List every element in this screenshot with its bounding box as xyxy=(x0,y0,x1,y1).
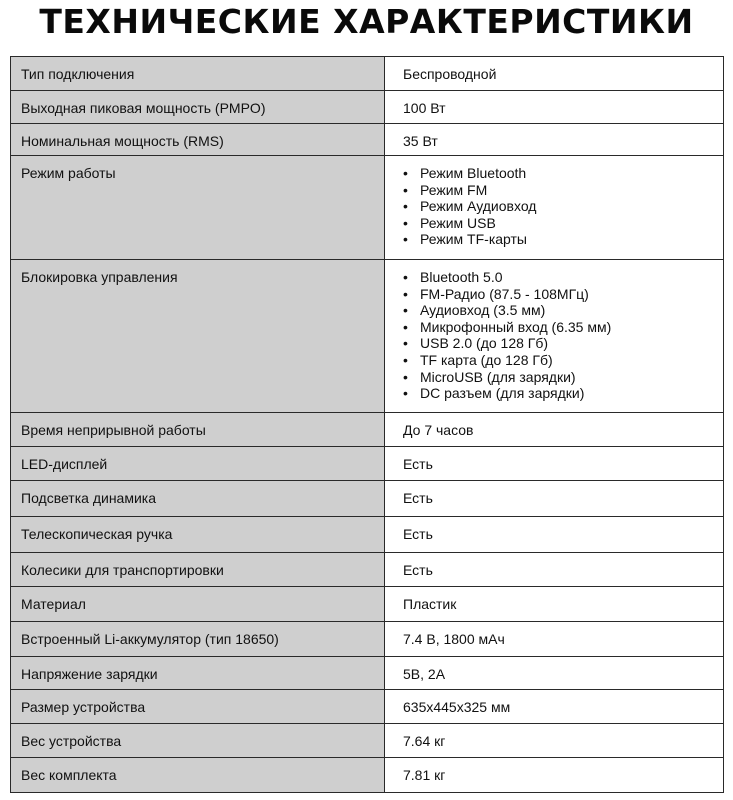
bullet-icon: • xyxy=(403,231,408,248)
list-item xyxy=(403,302,713,319)
spec-label: Колесики для транспортировки xyxy=(11,553,385,587)
list-item-text: Режим USB xyxy=(420,214,496,231)
list-item xyxy=(403,286,713,303)
bullet-icon: • xyxy=(403,385,408,402)
spec-value: 35 Вт xyxy=(385,124,724,156)
spec-label: Блокировка управления xyxy=(11,260,385,413)
list-item xyxy=(403,385,713,402)
list-item xyxy=(403,269,713,286)
bullet-icon: • xyxy=(403,335,408,352)
spec-value: Есть xyxy=(385,447,724,481)
table-row xyxy=(11,260,724,413)
spec-value: Беспроводной xyxy=(385,57,724,91)
list-item-text: Bluetooth 5.0 xyxy=(420,269,503,285)
list-item-text: FM-Радио (87.5 - 108МГц) xyxy=(420,285,589,302)
spec-list xyxy=(403,165,713,248)
list-item-text: USB 2.0 (до 128 Гб) xyxy=(420,335,549,352)
spec-label: LED-дисплей xyxy=(11,447,385,481)
spec-label: Режим работы xyxy=(11,156,385,260)
spec-label: Телескопическая ручка xyxy=(11,517,385,553)
bullet-icon: • xyxy=(403,285,408,302)
spec-value: Есть xyxy=(385,517,724,553)
table-row xyxy=(11,91,724,124)
spec-value: До 7 часов xyxy=(385,413,724,447)
list-item xyxy=(403,319,713,336)
spec-label: Размер устройства xyxy=(11,690,385,724)
table-row xyxy=(11,690,724,724)
list-item-text: Режим TF-карты xyxy=(420,231,527,248)
list-item-text: Режим FM xyxy=(420,181,488,198)
list-item-text: Режим Bluetooth xyxy=(420,165,527,181)
table-row xyxy=(11,124,724,156)
list-item-text: Режим Аудиовход xyxy=(420,198,537,215)
spec-value: 5В, 2А xyxy=(385,657,724,690)
list-item-text: Аудиовход (3.5 мм) xyxy=(420,302,546,319)
spec-label: Встроенный Li-аккумулятор (тип 18650) xyxy=(11,622,385,657)
spec-value: 100 Вт xyxy=(385,91,724,124)
spec-value xyxy=(385,156,724,260)
bullet-icon: • xyxy=(403,318,408,335)
spec-label: Тип подключения xyxy=(11,57,385,91)
spec-label: Подсветка динамика xyxy=(11,481,385,517)
spec-label: Выходная пиковая мощность (PMPO) xyxy=(11,91,385,124)
bullet-icon: • xyxy=(403,351,408,368)
list-item xyxy=(403,352,713,369)
table-row xyxy=(11,517,724,553)
table-row xyxy=(11,57,724,91)
bullet-icon: • xyxy=(403,269,408,285)
spec-value xyxy=(385,260,724,413)
list-item-text: MicroUSB (для зарядки) xyxy=(420,368,576,385)
bullet-icon: • xyxy=(403,368,408,385)
list-item xyxy=(403,369,713,386)
bullet-icon: • xyxy=(403,198,408,215)
table-row xyxy=(11,657,724,690)
bullet-icon: • xyxy=(403,181,408,198)
spec-value: Пластик xyxy=(385,587,724,622)
spec-label: Номинальная мощность (RMS) xyxy=(11,124,385,156)
spec-value: Есть xyxy=(385,553,724,587)
table-row xyxy=(11,447,724,481)
list-item xyxy=(403,198,713,215)
specs-table xyxy=(10,56,724,793)
bullet-icon: • xyxy=(403,165,408,181)
table-row xyxy=(11,587,724,622)
spec-value: Есть xyxy=(385,481,724,517)
list-item xyxy=(403,182,713,199)
table-row xyxy=(11,481,724,517)
list-item-text: DC разъем (для зарядки) xyxy=(420,385,585,402)
spec-value: 7.64 кг xyxy=(385,724,724,758)
bullet-icon: • xyxy=(403,302,408,319)
spec-label: Напряжение зарядки xyxy=(11,657,385,690)
list-item xyxy=(403,215,713,232)
table-row xyxy=(11,724,724,758)
table-row xyxy=(11,156,724,260)
spec-value: 7.81 кг xyxy=(385,758,724,793)
spec-label: Время неприрывной работы xyxy=(11,413,385,447)
list-item xyxy=(403,165,713,182)
list-item xyxy=(403,335,713,352)
list-item-text: Микрофонный вход (6.35 мм) xyxy=(420,318,612,335)
spec-value: 635x445x325 мм xyxy=(385,690,724,724)
page-title: ТЕХНИЧЕСКИЕ ХАРАКТЕРИСТИКИ xyxy=(39,2,694,41)
spec-label: Вес устройства xyxy=(11,724,385,758)
list-item-text: TF карта (до 128 Гб) xyxy=(420,351,553,368)
table-row xyxy=(11,622,724,657)
table-row xyxy=(11,758,724,793)
table-row xyxy=(11,553,724,587)
spec-label: Вес комплекта xyxy=(11,758,385,793)
spec-value: 7.4 В, 1800 мАч xyxy=(385,622,724,657)
list-item xyxy=(403,231,713,248)
spec-label: Материал xyxy=(11,587,385,622)
bullet-icon: • xyxy=(403,214,408,231)
spec-list xyxy=(403,269,713,402)
table-row xyxy=(11,413,724,447)
